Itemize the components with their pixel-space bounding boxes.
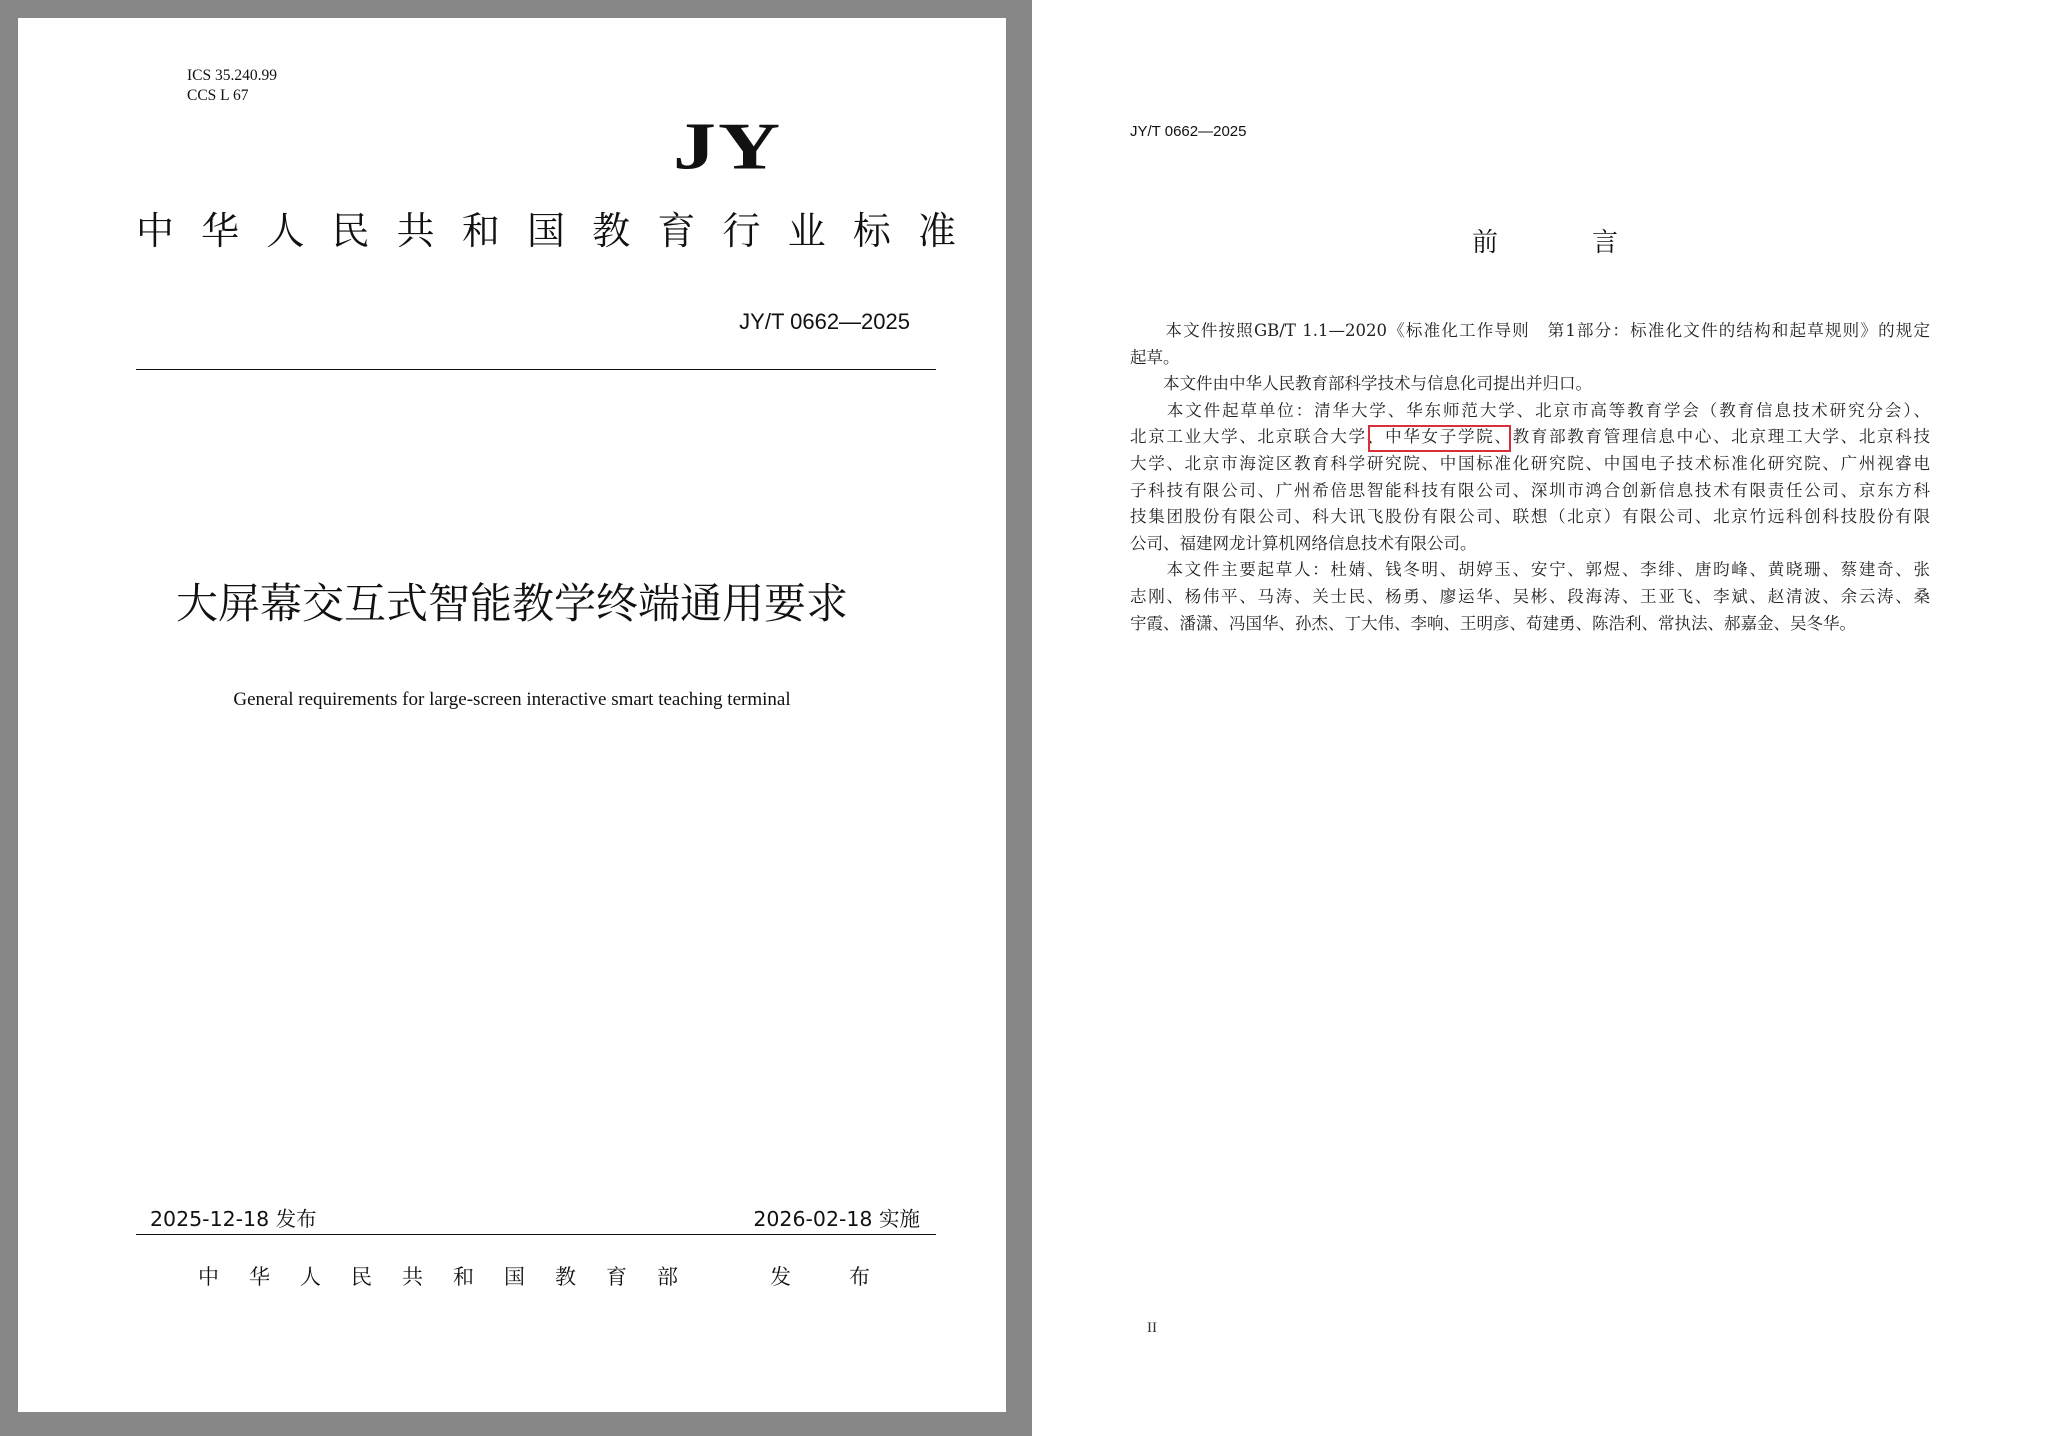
foreword-line: 本文件起草单位：清华大学、华东师范大学、北京市高等教育学会（教育信息技术研究分会）、 [1130, 400, 1930, 420]
bottom-divider [136, 1234, 936, 1235]
foreword-page [1032, 0, 2048, 1436]
foreword-line: 本文件主要起草人：杜婧、钱冬明、胡婷玉、安宁、郭煜、李绯、唐昀峰、黄晓珊、蔡建奇、张 [1130, 560, 1930, 580]
foreword-line: 本文件由中华人民教育部科学技术与信息化司提出并归口。 [1130, 374, 1592, 394]
standard-number: JY/T 0662—2025 [739, 309, 910, 334]
issue-label: 发布 [770, 1265, 870, 1289]
jy-logo: JY [673, 108, 783, 184]
foreword-line: 本文件按照GB/T 1.1—2020《标准化工作导则 第1部分：标准化文件的结构和起草规则》的规定 [1130, 321, 1930, 340]
ccs-code: CCS L 67 [187, 87, 249, 104]
document-title-cn: 大屏幕交互式智能教学终端通用要求 [175, 579, 848, 628]
document-title-en: General requirements for large-screen interactive smart teaching terminal [233, 689, 791, 710]
foreword-line: 大学、北京市海淀区教育科学研究院、中国标准化研究院、中国电子技术标准化研究院、广州视睿电 [1130, 453, 1930, 473]
publish-date: 2025-12-18 发布 [150, 1207, 317, 1231]
foreword-line: 起草。 [1130, 347, 1180, 367]
top-divider [136, 369, 936, 370]
foreword-line: 公司、福建网龙计算机网络信息技术有限公司。 [1130, 533, 1477, 553]
foreword-title: 前言 [1472, 228, 1618, 258]
standard-category-title: 中华人民共和国教育行业标准 [136, 209, 956, 253]
page-number: II [1147, 1320, 1157, 1336]
cover-page [18, 18, 1006, 1412]
page-header-standard-number: JY/T 0662—2025 [1130, 123, 1247, 140]
foreword-line: 技集团股份有限公司、科大讯飞股份有限公司、联想（北京）有限公司、北京竹远科创科技股份有限 [1130, 507, 1930, 527]
foreword-body [1130, 318, 1930, 637]
foreword-line: 志刚、杨伟平、马涛、关士民、杨勇、廖运华、吴彬、段海涛、王亚飞、李斌、赵清波、余云涛、桑 [1130, 586, 1930, 606]
foreword-line: 北京工业大学、北京联合大学、中华女子学院、教育部教育管理信息中心、北京理工大学、北京科技 [1130, 427, 1930, 447]
foreword-line: 子科技有限公司、广州希倍思智能科技有限公司、深圳市鸿合创新信息技术有限责任公司、京东方科 [1130, 480, 1930, 500]
foreword-line: 宇霞、潘潇、冯国华、孙杰、丁大伟、李响、王明彦、荀建勇、陈浩利、常执法、郝嘉金、吴冬华。 [1130, 613, 1856, 633]
issuing-ministry: 中华人民共和国教育部 [198, 1265, 678, 1289]
highlight-annotation-box [1368, 425, 1511, 452]
implementation-date: 2026-02-18 实施 [753, 1207, 920, 1231]
ics-code: ICS 35.240.99 [187, 67, 277, 84]
